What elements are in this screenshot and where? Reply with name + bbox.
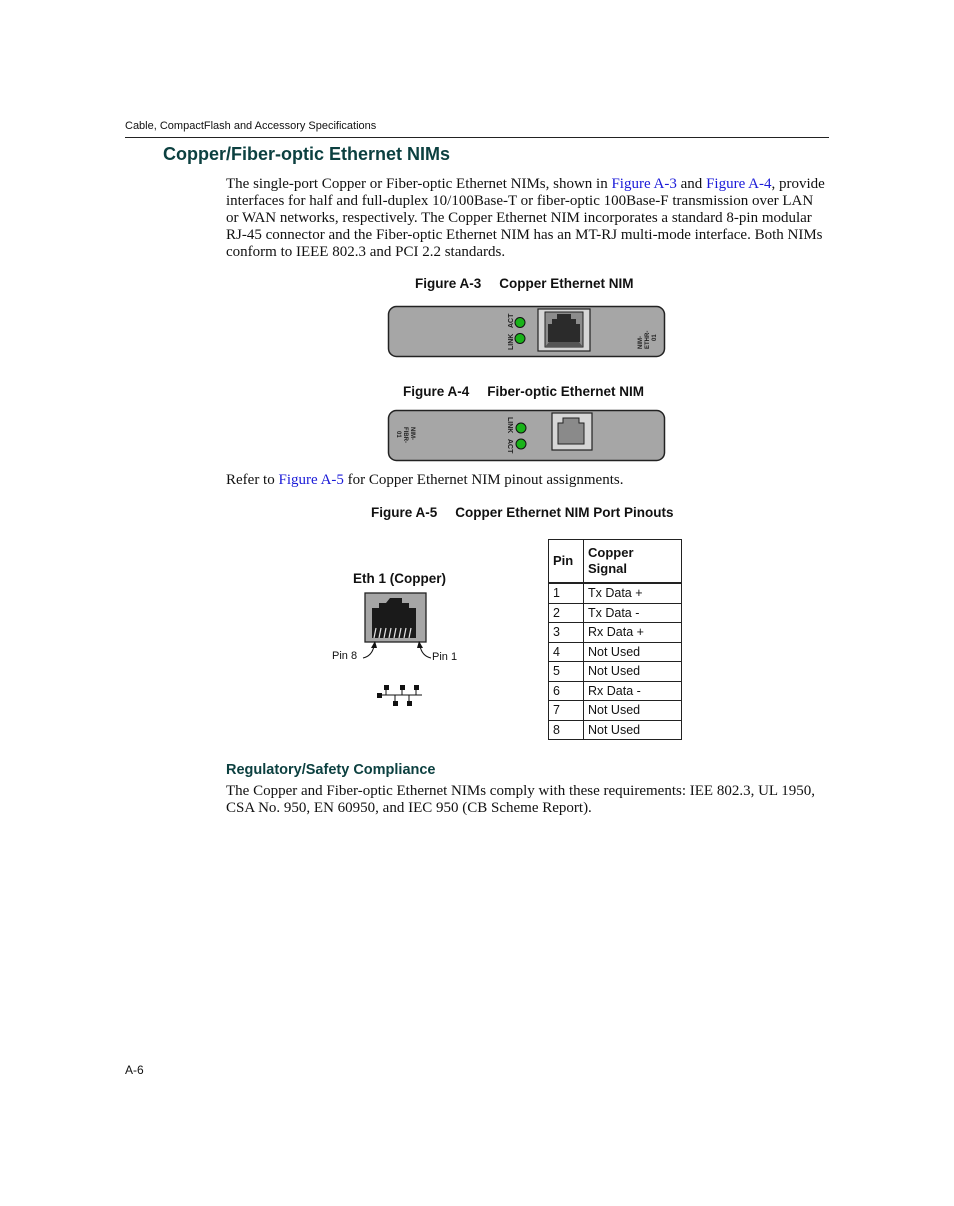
fiber-model-line3: 01 bbox=[395, 431, 401, 438]
figure-a5-link[interactable]: Figure A-5 bbox=[278, 472, 344, 488]
pin-cell: 7 bbox=[549, 701, 584, 721]
table-row bbox=[549, 583, 682, 603]
network-symbol-icon bbox=[377, 685, 422, 706]
table-row bbox=[549, 623, 682, 643]
signal-cell: Tx Data + bbox=[584, 583, 682, 603]
figure-a3-title: Copper Ethernet NIM bbox=[499, 276, 634, 291]
rj45-jack-front-icon bbox=[365, 593, 426, 642]
figure-a3-caption bbox=[415, 276, 634, 291]
signal-cell: Rx Data - bbox=[584, 681, 682, 701]
copper-nim-illustration bbox=[387, 305, 667, 359]
signal-header-line1: Copper bbox=[588, 545, 634, 560]
eth-port-label: Eth 1 (Copper) bbox=[353, 571, 446, 586]
refer-text-2: for Copper Ethernet NIM pinout assignments. bbox=[343, 472, 624, 488]
fiber-model-line2: FIBR- bbox=[402, 427, 408, 443]
signal-cell: Not Used bbox=[584, 662, 682, 682]
figure-a3-link[interactable]: Figure A-3 bbox=[611, 176, 677, 192]
table-row bbox=[549, 720, 682, 740]
table-row bbox=[549, 642, 682, 662]
signal-cell: Not Used bbox=[584, 701, 682, 721]
copper-link-led bbox=[515, 334, 525, 344]
refer-text-1: Refer to bbox=[226, 472, 279, 488]
pinout-table-header-row bbox=[549, 540, 682, 584]
pin-cell: 5 bbox=[549, 662, 584, 682]
pin8-label: Pin 8 bbox=[332, 650, 358, 662]
signal-cell: Not Used bbox=[584, 720, 682, 740]
copper-model-line2: ETHR- bbox=[645, 330, 651, 349]
pin-cell: 1 bbox=[549, 583, 584, 603]
copper-act-led bbox=[515, 318, 525, 328]
header-rule bbox=[125, 137, 829, 138]
table-row bbox=[549, 681, 682, 701]
page-number: A-6 bbox=[125, 1063, 144, 1077]
figure-a3-number: Figure A-3 bbox=[415, 276, 482, 291]
compliance-heading: Regulatory/Safety Compliance bbox=[226, 762, 436, 778]
fiber-link-label: LINK bbox=[506, 417, 513, 434]
fiber-nim-illustration bbox=[387, 409, 667, 463]
copper-act-label: ACT bbox=[508, 313, 515, 328]
copper-link-label: LINK bbox=[508, 333, 515, 350]
figure-a5-title: Copper Ethernet NIM Port Pinouts bbox=[455, 505, 674, 520]
copper-model-line3: 01 bbox=[652, 334, 658, 341]
fiber-act-led bbox=[516, 439, 526, 449]
fiber-link-led bbox=[516, 423, 526, 433]
table-row bbox=[549, 662, 682, 682]
signal-cell: Not Used bbox=[584, 642, 682, 662]
intro-text-1: The single-port Copper or Fiber-optic Ethernet NIMs, shown in bbox=[226, 176, 612, 192]
intro-paragraph bbox=[226, 176, 826, 261]
copper-model-line1: NIM- bbox=[638, 336, 644, 349]
pinout-table bbox=[548, 539, 682, 740]
section-title: Copper/Fiber-optic Ethernet NIMs bbox=[163, 144, 451, 164]
rj45-pinout-diagram bbox=[325, 590, 475, 715]
pin-cell: 8 bbox=[549, 720, 584, 740]
pin1-label: Pin 1 bbox=[432, 651, 458, 663]
signal-cell: Tx Data - bbox=[584, 603, 682, 623]
figure-a5-caption bbox=[371, 505, 674, 520]
figure-a4-title: Fiber-optic Ethernet NIM bbox=[487, 384, 645, 399]
intro-text-3: , provide interfaces for half and full-duplex 10/100Base-T or fiber-optic 100Base-F transmission over LAN or WAN networks, respectively. The Copper Ethernet NIM incorporates a standard 8-pin modular RJ-45 connector and the Fiber-optic Ethernet NIM has an MT-RJ multi-mode interface. Both NIMs conform to IEEE 802.3 and PCI 2.2 standards. bbox=[226, 176, 825, 260]
running-header: Cable, CompactFlash and Accessory Specifications bbox=[125, 120, 377, 132]
fiber-act-label: ACT bbox=[506, 439, 513, 454]
table-row bbox=[549, 603, 682, 623]
signal-cell: Rx Data + bbox=[584, 623, 682, 643]
table-row bbox=[549, 701, 682, 721]
pin-cell: 3 bbox=[549, 623, 584, 643]
signal-column-header bbox=[584, 540, 682, 584]
intro-text-2: and bbox=[676, 176, 707, 192]
compliance-paragraph: The Copper and Fiber-optic Ethernet NIMs comply with these requirements: IEE 802.3, UL 1950, CSA No. 950, EN 60950, and IEC 950 (CB Scheme Report). bbox=[226, 783, 816, 816]
signal-header-line2: Signal bbox=[588, 561, 628, 576]
figure-a5-number: Figure A-5 bbox=[371, 505, 438, 520]
pin-column-header: Pin bbox=[549, 540, 584, 584]
rj45-jack-icon bbox=[538, 309, 590, 351]
pin-cell: 4 bbox=[549, 642, 584, 662]
figure-a4-caption bbox=[403, 384, 644, 399]
refer-paragraph bbox=[226, 472, 826, 489]
pin-cell: 2 bbox=[549, 603, 584, 623]
pin-cell: 6 bbox=[549, 681, 584, 701]
figure-a4-link[interactable]: Figure A-4 bbox=[706, 176, 772, 192]
figure-a4-number: Figure A-4 bbox=[403, 384, 470, 399]
mtrj-port-icon bbox=[552, 413, 592, 450]
fiber-model-line1: NIM- bbox=[409, 427, 415, 440]
